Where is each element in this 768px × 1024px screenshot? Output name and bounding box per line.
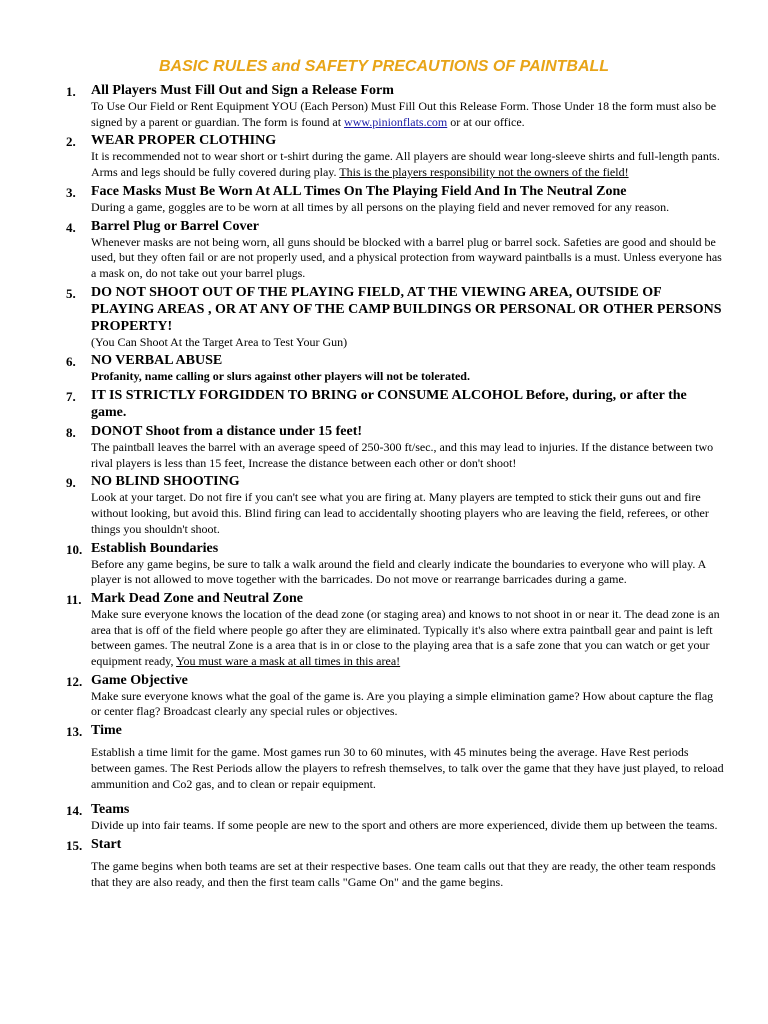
rule-3 [68, 183, 724, 216]
rule-11 [68, 590, 724, 670]
rule-body-underlined: This is the players responsibility not the owners of the field! [339, 165, 629, 180]
rule-number: 8. [66, 425, 76, 441]
document-title: BASIC RULES and SAFETY PRECAUTIONS OF PAINTBALL [158, 58, 610, 75]
rule-body: Divide up into fair teams. If some people are new to the sport and others are more experienced, divide them up between the teams. [91, 818, 718, 833]
rule-body: Before any game begins, be sure to talk a walk around the field and clearly indicate the boundaries to everyone who will play. A player is not allowed to move together with the barricades. Do not move or rearrange barricades during a game. [91, 556, 706, 587]
rule-number: 6. [66, 354, 76, 370]
rule-number: 10. [66, 541, 83, 557]
rule-number: 1. [66, 84, 76, 99]
rule-body-text: To Use Our Field or Rent Equipment YOU (Each Person) Must Fill Out this Release Form. Those Under 18 the form must also be signed by a parent or guardian. The form is found at [91, 99, 717, 129]
rule-number: 3. [66, 184, 76, 200]
rule-number: 15. [66, 837, 83, 853]
rule-heading: Start [91, 836, 122, 852]
rule-4 [68, 218, 724, 282]
rule-body [91, 99, 724, 130]
rule-1 [68, 82, 724, 130]
rule-heading: DONOT Shoot from a distance under 15 feet! [91, 424, 363, 440]
rule-14 [68, 801, 724, 834]
rule-body: Profanity, name calling or slurs against other players will not be tolerated. [91, 369, 470, 384]
rule-body: The paintball leaves the barrel with an average speed of 250-300 ft/sec., and this may lead to injuries. If the distance between two rival players is less than 15 feet, Increase the distance between each other or don't shoot! [91, 440, 714, 470]
rule-number: 13. [66, 724, 83, 740]
rule-heading: Teams [91, 802, 130, 818]
rule-number: 2. [66, 134, 76, 150]
rule-heading: DO NOT SHOOT OUT OF THE PLAYING FIELD, AT THE VIEWING AREA, OUTSIDE OF PLAYING AREAS , OR AT ANY OF THE CAMP BUILDINGS OR PERSONAL OR OTHER PERSONS PROPERTY! [91, 284, 722, 334]
rule-7 [68, 387, 724, 421]
rule-body [91, 149, 724, 180]
rule-heading: IT IS STRICTLY FORGIDDEN TO BRING or CONSUME ALCOHOL Before, during, or after the game. [91, 388, 687, 421]
rule-body-text: It is recommended not to wear short or t-shirt during the game. All players are should wear long-sleeve shirts and full-length pants. Arms and legs should be fully covered during play. [91, 149, 720, 180]
rule-body: Establish a time limit for the game. Most games run 30 to 60 minutes, with 45 minutes being the average. Have Rest periods between games. The Rest Periods allow the players to refresh themselves, to talk over the game that they have just played, to reload ammunition and Co2 gas, and to clean or repair equipment. [91, 745, 724, 791]
rule-body-underlined: You must ware a mask at all times in this area! [176, 654, 401, 669]
rule-12 [68, 672, 724, 720]
rule-body: Look at your target. Do not fire if you can't see what you are firing at. Many players are tempted to stick their guns out and fire without looking, but avoid this. Blind firing can lead to accidentally shooting players who are leaving the field, referees, or other things you shouldn't shoot. [91, 490, 709, 536]
rule-heading: Establish Boundaries [91, 540, 219, 556]
rule-heading: NO BLIND SHOOTING [91, 474, 240, 490]
rule-8 [68, 423, 724, 471]
website-link[interactable]: www.pinionflats.com [344, 114, 448, 129]
rule-heading: Face Masks Must Be Worn At ALL Times On The Playing Field And In The Neutral Zone [91, 183, 627, 199]
rule-body: During a game, goggles are to be worn at all times by all persons on the playing field and never removed for any reason. [91, 199, 670, 214]
rule-heading: All Players Must Fill Out and Sign a Release Form [91, 83, 394, 98]
rule-body: (You Can Shoot At the Target Area to Test Your Gun) [91, 334, 348, 349]
rule-2 [68, 132, 724, 180]
rule-number: 5. [66, 285, 76, 301]
rule-heading: NO VERBAL ABUSE [91, 353, 223, 369]
rule-body: Make sure everyone knows what the goal of the game is. Are you playing a simple elimination game? How about capture the flag or center flag? Broadcast clearly any special rules or objectives. [91, 688, 714, 719]
rule-body: Whenever masks are not being worn, all guns should be blocked with a barrel plug or barrel sock. Safeties are good and should be used, but they often fail or are not properly used, and a physical protection from wayward paintballs is a must. Unless everyone has a mask on, do not take out your barrel plugs. [91, 234, 722, 280]
rule-body [91, 607, 724, 670]
rule-number: 14. [66, 803, 83, 819]
rule-number: 11. [66, 591, 82, 607]
rule-10 [68, 540, 724, 588]
rule-body-text-end: or at our office. [447, 114, 525, 129]
rule-number: 7. [66, 389, 76, 405]
rule-heading: Game Objective [91, 672, 188, 688]
rules-list [68, 82, 724, 892]
rule-6 [68, 352, 724, 385]
rule-number: 9. [66, 475, 76, 491]
rule-body-text: Make sure everyone knows the location of the dead zone (or staging area) and knows to not shoot in or near it. The dead zone is an area that is off of the field where people go after they are eliminated. Typically it's also where extra paintball gear and paint is left between games. The neutral Zone is a area that is in or close to the playing area that is a safe zone that you can watch or get your equipment ready, [91, 606, 720, 669]
rule-5 [68, 284, 724, 351]
rule-heading: Barrel Plug or Barrel Cover [91, 218, 259, 234]
rule-heading: Mark Dead Zone and Neutral Zone [91, 590, 303, 606]
rule-9 [68, 473, 724, 537]
rule-number: 4. [66, 219, 76, 235]
rule-15 [68, 836, 724, 890]
rule-heading: Time [91, 723, 122, 739]
rule-number: 12. [66, 673, 83, 689]
rule-heading: WEAR PROPER CLOTHING [91, 133, 277, 149]
rule-13 [68, 722, 724, 792]
rule-body: The game begins when both teams are set at their respective bases. One team calls out that they are ready, the other team responds that they are also ready, and then the first team calls "Game On" and the game begins. [91, 858, 716, 889]
